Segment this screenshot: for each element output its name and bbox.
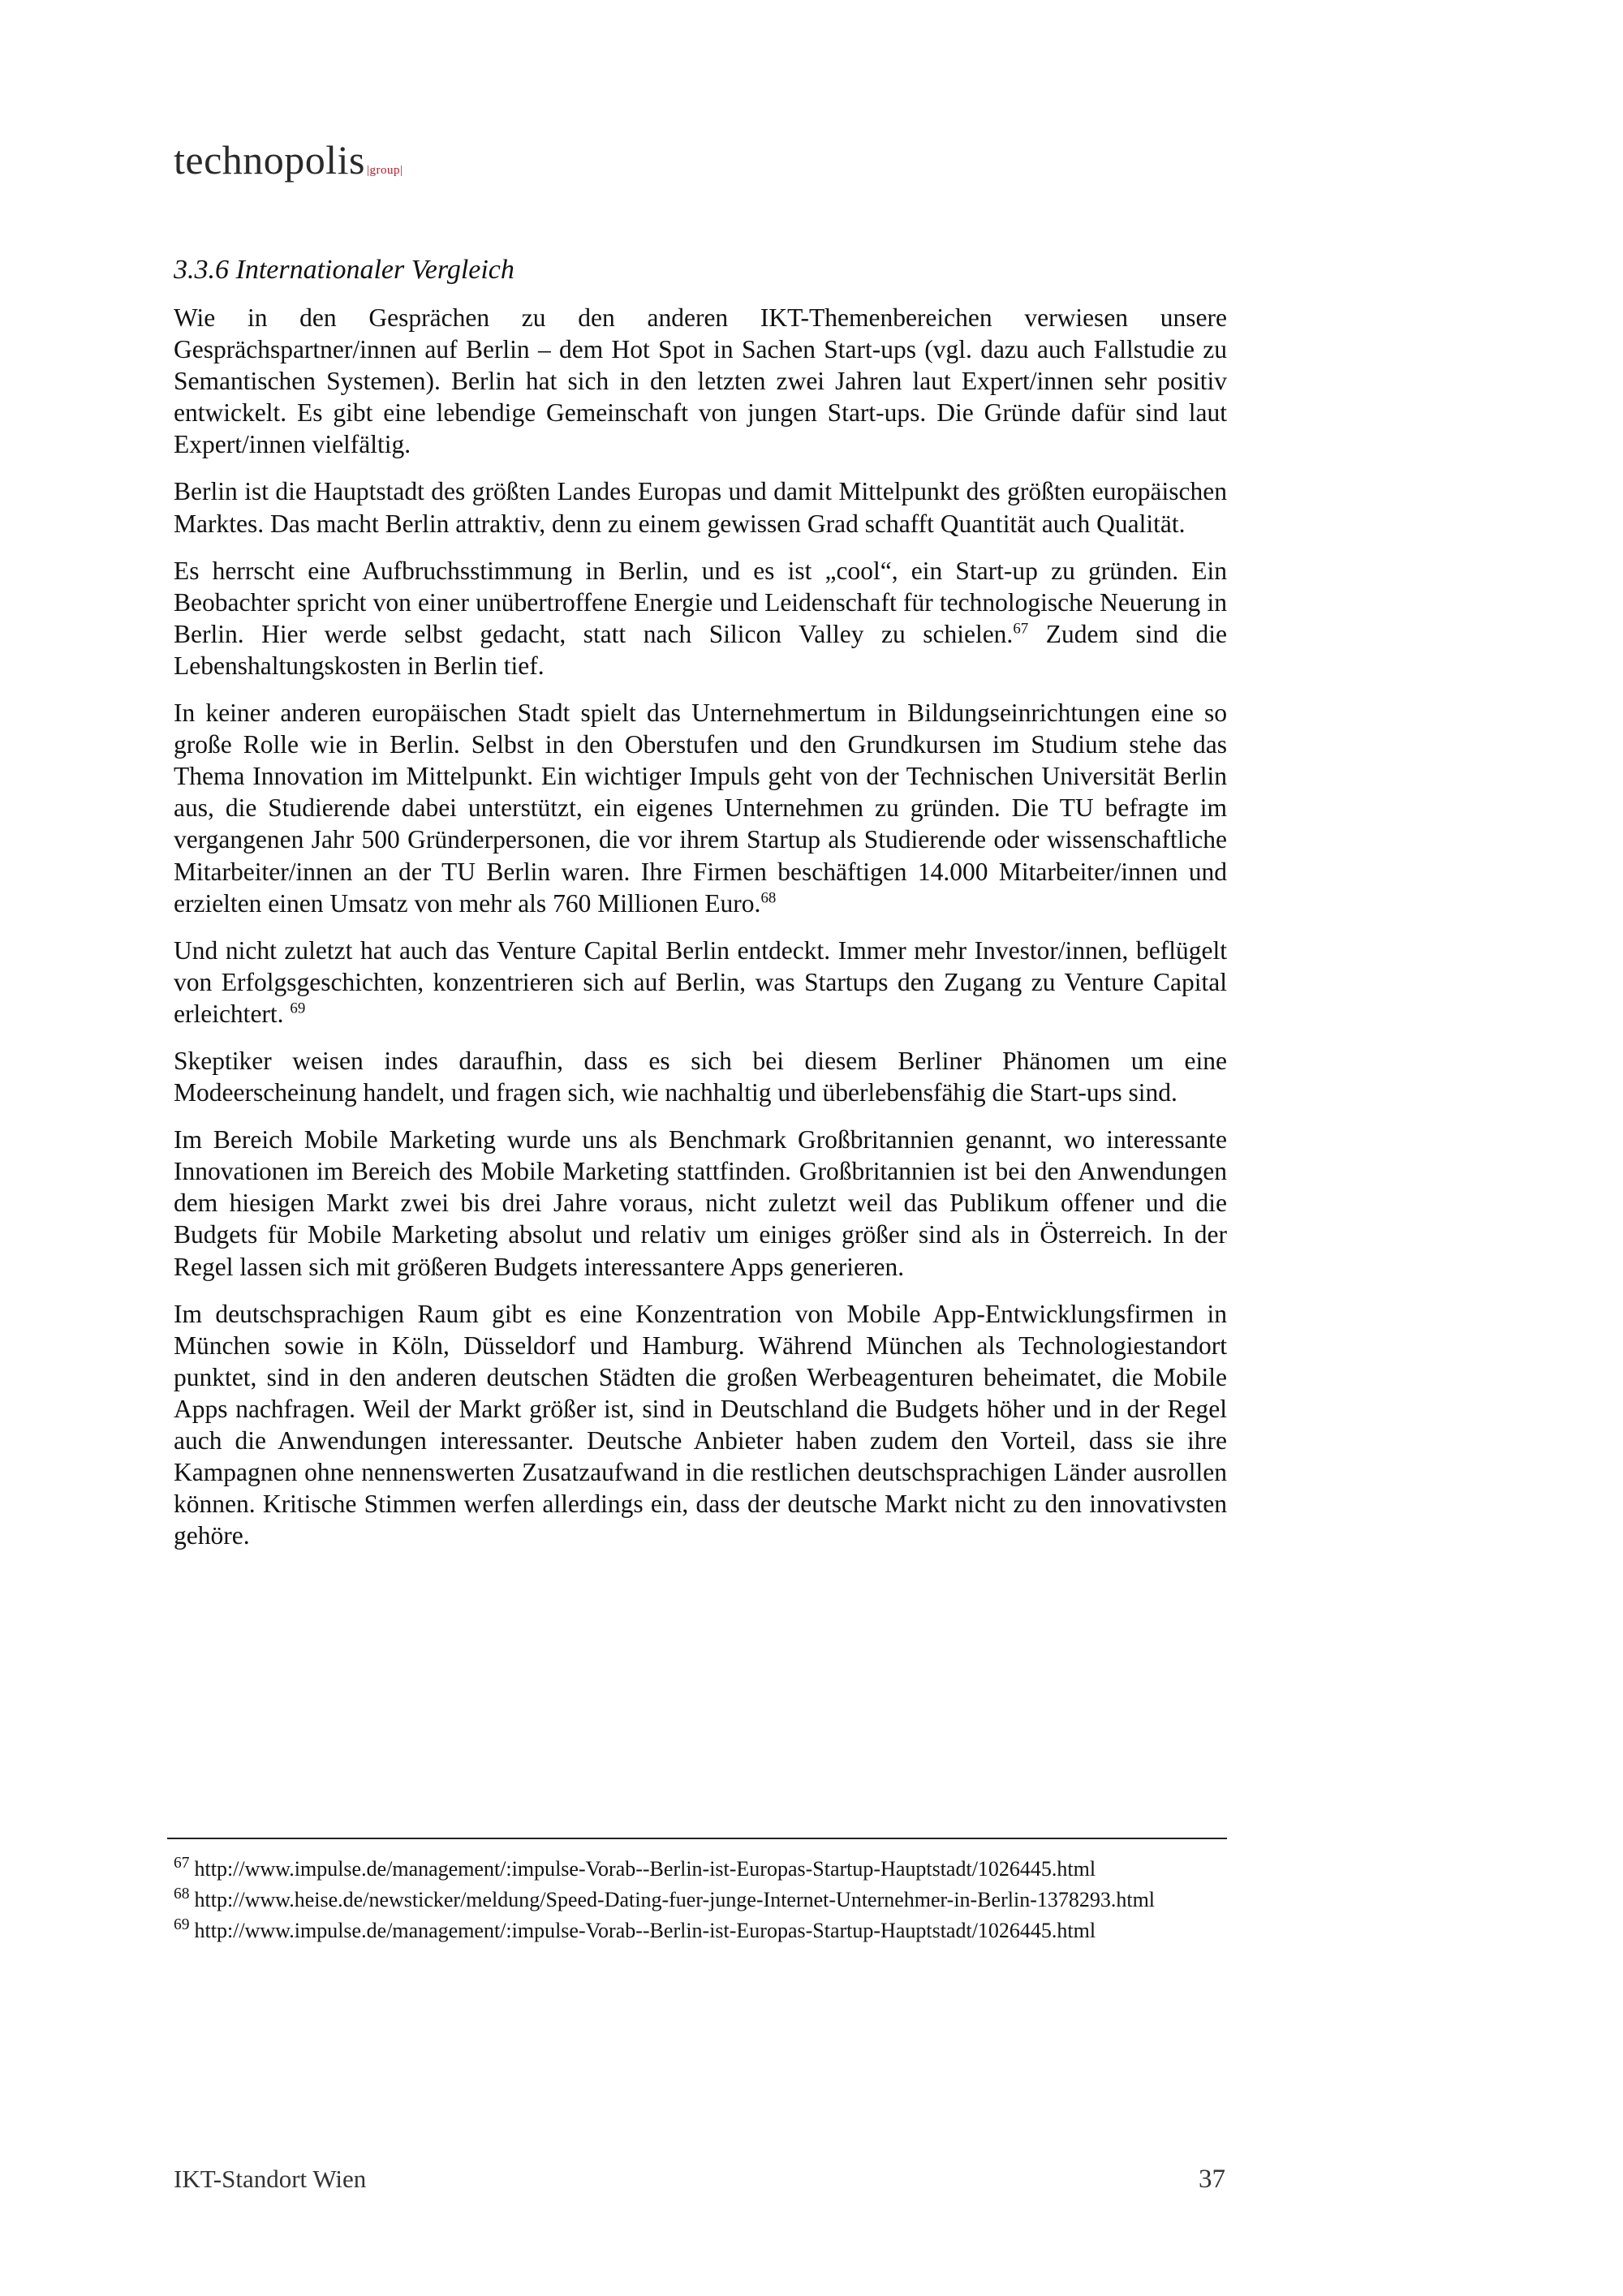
footnote-number: 67: [174, 1855, 190, 1872]
logo-text: technopolis: [174, 137, 366, 183]
paragraph: Berlin ist die Hauptstadt des größten Landes Europas und damit Mittelpunkt des größten europäischen Marktes. Das macht Berlin attraktiv, denn zu einem gewissen Grad schafft Quantität auch Qualität.: [174, 477, 1227, 538]
paragraph: Skeptiker weisen indes daraufhin, dass es sich bei diesem Berliner Phänomen um eine Modeerscheinung handelt, und fragen sich, wie nachhaltig und überlebensfähig die Start-ups sind.: [174, 1046, 1227, 1107]
paragraph: Im deutschsprachigen Raum gibt es eine Konzentration von Mobile App-Entwicklungsfirmen in München sowie in Köln, Düsseldorf und Hamburg. Während München als Technologiestandort punktet, sind in den anderen deutschen Städten die großen Werbeagenturen beheimatet, die Mobile Apps nachfragen. Weil der Markt größer ist, sind in Deutschland die Budgets höher und in der Regel auch die Anwendungen interessanter. Deutsche Anbieter haben zudem den Vorteil, dass sie ihre Kampagnen ohne nennenswerten Zusatzaufwand in die restlichen deutschsprachigen Länder ausrollen können. Kritische Stimmen werfen allerdings ein, dass der deutsche Markt nicht zu den innovativsten gehöre.: [174, 1299, 1227, 1550]
footer-title: IKT-Standort Wien: [174, 2165, 367, 2193]
footnote: [174, 1885, 1227, 1915]
page-number: 37: [1199, 2165, 1225, 2194]
footnote-link[interactable]: http://www.impulse.de/management/:impulse-Vorab--Berlin-ist-Europas-Startup-Hauptstadt/1026445.html: [194, 1857, 1096, 1881]
footnote-ref[interactable]: 67: [1013, 620, 1029, 638]
footnote-link[interactable]: http://www.impulse.de/management/:impulse-Vorab--Berlin-ist-Europas-Startup-Hauptstadt/1026445.html: [194, 1919, 1096, 1942]
paragraph: In keiner anderen europäischen Stadt spielt das Unternehmertum in Bildungseinrichtungen eine so große Rolle wie in Berlin. Selbst in den Oberstufen und den Grundkursen im Studium stehe das Thema Innovation im Mittelpunkt. Ein wichtiger Impuls geht von der Technischen Universität Berlin aus, die Studierende dabei unterstützt, ein eigenes Unternehmen zu gründen. Die TU befragte im vergangenen Jahr 500 Gründerpersonen, die vor ihrem Startup als Studierende oder wissenschaftliche Mitarbeiter/innen an der TU Berlin waren. Ihre Firmen beschäftigen 14.000 Mitarbeiter/innen und erzielten einen Umsatz von mehr als 760 Millionen Euro.$^{68}$: [174, 699, 1227, 918]
footnote-link[interactable]: http://www.heise.de/newsticker/meldung/Speed-Dating-fuer-junge-Internet-Unternehmer-in-Berlin-1378293.html: [194, 1888, 1156, 1911]
footnote-ref[interactable]: 69: [290, 1000, 306, 1017]
section-heading: 3.3.6 Internationaler Vergleich: [174, 255, 514, 285]
paragraph: Und nicht zuletzt hat auch das Venture Capital Berlin entdeckt. Immer mehr Investor/innen, beflügelt von Erfolgsgeschichten, konzentrieren sich auf Berlin, was Startups den Zugang zu Venture Capital erleichtert. $^{69}$: [174, 935, 1227, 1028]
paragraph: Wie in den Gesprächen zu den anderen IKT-Themenbereichen verwiesen unsere Gesprächspartner/innen auf Berlin – dem Hot Spot in Sachen Start-ups (vgl. dazu auch Fallstudie zu Semantischen Systemen). Berlin hat sich in den letzten zwei Jahren laut Expert/innen sehr positiv entwickelt. Es gibt eine lebendige Gemeinschaft von jungen Start-ups. Die Gründe dafür sind laut Expert/innen vielfältig.: [174, 303, 1227, 459]
footnote-ref[interactable]: 68: [760, 889, 777, 907]
footnote: [174, 1916, 1227, 1946]
paragraph: Es herrscht eine Aufbruchsstimmung in Berlin, und es ist „cool“, ein Start-up zu gründen. Ein Beobachter spricht von einer unübertroffene Energie und Leidenschaft für technologische Neuerung in Berlin. Hier werde selbst gedacht, statt nach Silicon Valley zu schielen.$^{67}$ Zudem sind die Lebenshaltungskosten in Berlin tief.: [174, 556, 1228, 680]
footnote: [174, 1855, 1227, 1884]
footnote-number: 68: [174, 1885, 190, 1903]
logo-suffix: |group|: [367, 164, 403, 177]
footnote-number: 69: [174, 1916, 190, 1934]
technopolis-logo: [174, 136, 403, 183]
body-text: [174, 302, 1227, 1567]
footnote-divider: [167, 1838, 1227, 1839]
paragraph: Im Bereich Mobile Marketing wurde uns als Benchmark Großbritannien genannt, wo interessante Innovationen im Bereich des Mobile Marketing stattfinden. Großbritannien ist bei den Anwendungen dem hiesigen Markt zwei bis drei Jahre voraus, nicht zuletzt weil das Publikum offener und die Budgets für Mobile Marketing absolut und relativ um einiges größer sind als in Österreich. In der Regel lassen sich mit größeren Budgets interessantere Apps generieren.: [174, 1125, 1227, 1281]
footnotes: [174, 1855, 1227, 1947]
